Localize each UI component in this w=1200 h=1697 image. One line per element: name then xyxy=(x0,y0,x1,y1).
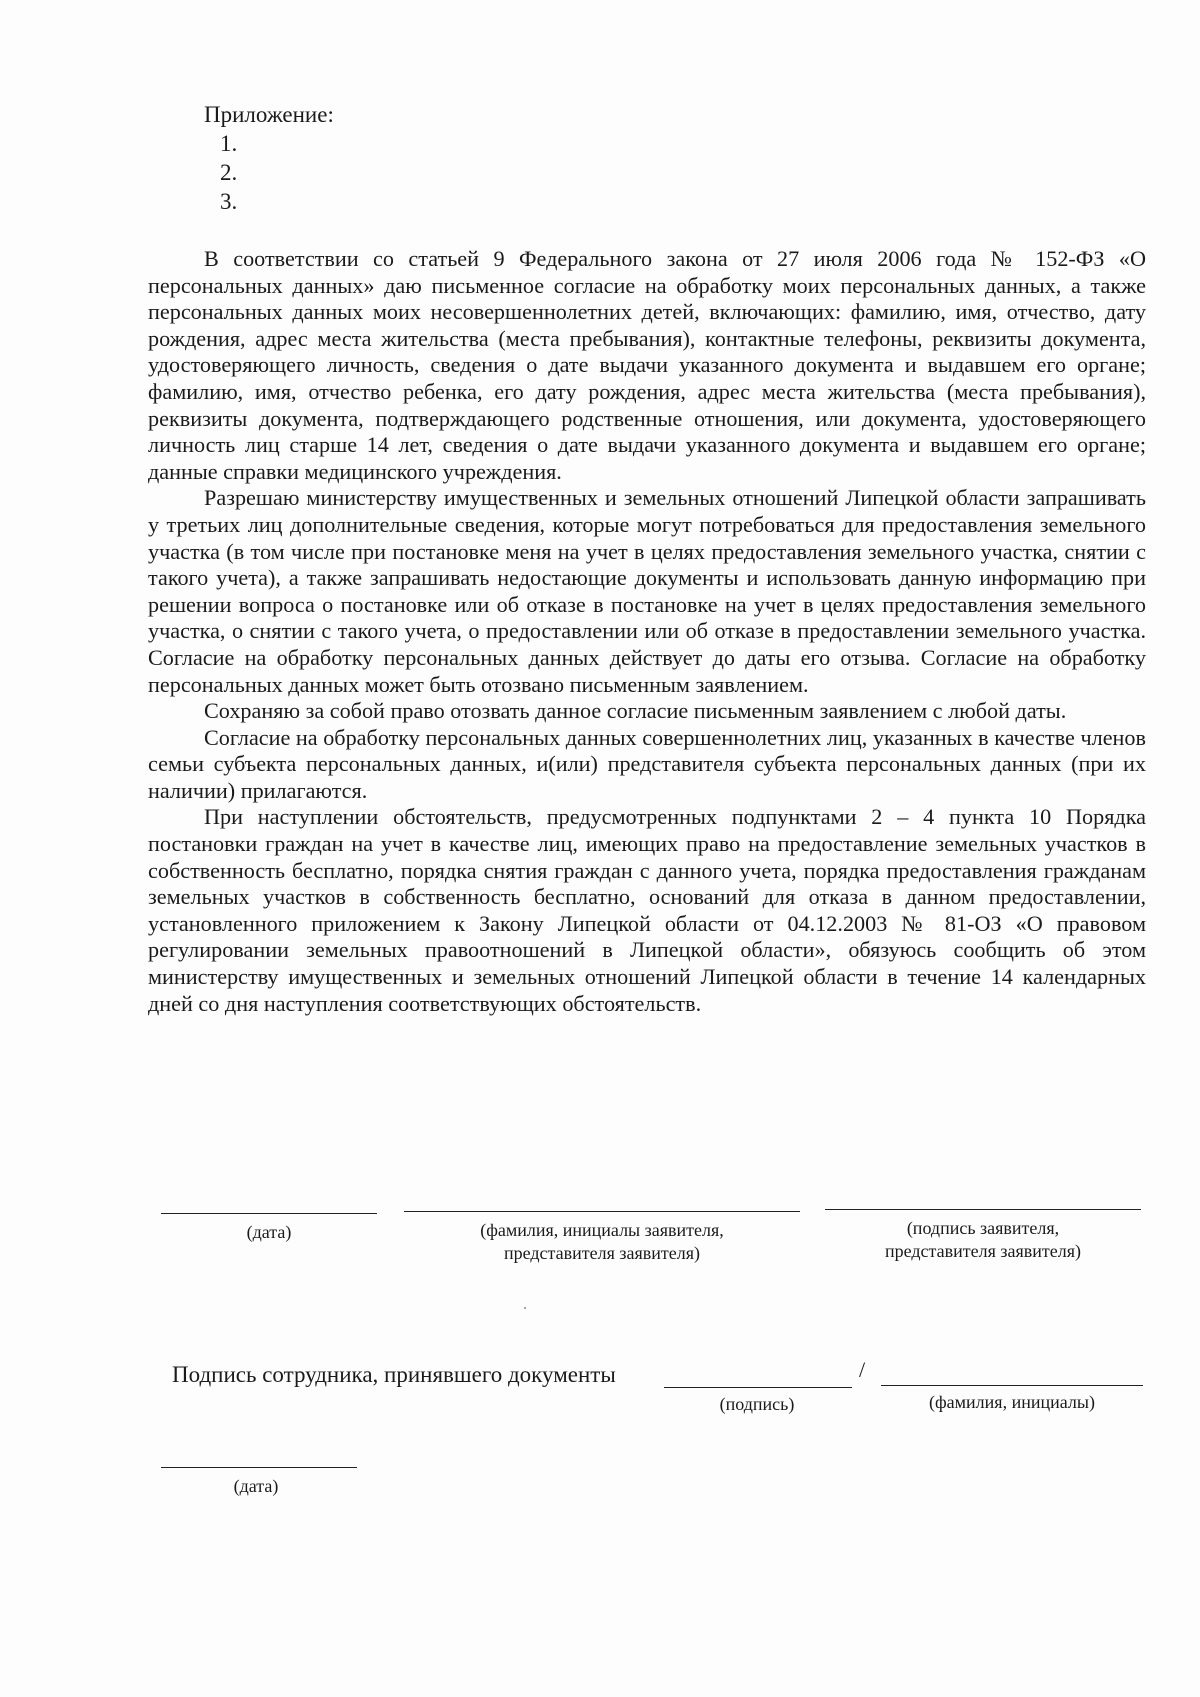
attachments-section xyxy=(204,100,334,216)
family-consent-paragraph: Согласие на обработку персональных данных совершеннолетних лиц, указанных в качестве членов семьи субъекта персональных данных, и(или) представителя субъекта персональных данных (при их наличии) прилагаются. xyxy=(148,724,1146,803)
staff-name-line xyxy=(881,1385,1143,1386)
applicant-signature-caption xyxy=(825,1217,1141,1263)
attachments-list xyxy=(204,129,334,216)
attachments-heading: Приложение: xyxy=(204,102,334,127)
applicant-name-caption xyxy=(404,1219,800,1265)
applicant-date-line xyxy=(161,1213,377,1214)
authorization-paragraph: Разрешаю министерству имущественных и земельных отношений Липецкой области запрашивать у третьих лиц дополнительные сведения, которые могут потребоваться для предоставления земельного участка (в том числе при постановке меня на учет в целях предоставления земельного участка, снятии с такого учета), а также запрашивать недостающие документы и использовать данную информацию при решении вопроса о постановке или об отказе в постановке на учет в целях предоставления земельного участка, о снятии с такого учета, о предоставлении или об отказе в предоставлении земельного участка. Согласие на обработку персональных данных действует до даты его отзыва. Согласие на обработку персональных данных может быть отозвано письменным заявлением. xyxy=(148,485,1146,697)
consent-paragraph: В соответствии со статьей 9 Федерального закона от 27 июля 2006 года № 152-ФЗ «О персональных данных» даю письменное согласие на обработку моих персональных данных, а также персональных данных моих несовершеннолетних детей, включающих: фамилию, имя, отчество, дату рождения, адрес места жительства (места пребывания), контактные телефоны, реквизиты документа, удостоверяющего личность, сведения о дате выдачи указанного документа и выдавшем его органе; фамилию, имя, отчество ребенка, его дату рождения, адрес места жительства (места пребывания), реквизиты документа, подтверждающего родственные отношения, или документа, удостоверяющего личность лиц старше 14 лет, сведения о дате выдачи указанного документа и выдавшем его органе; данные справки медицинского учреждения. xyxy=(148,246,1146,484)
attachment-item: 2. xyxy=(220,160,238,185)
staff-signature-line xyxy=(664,1387,852,1388)
staff-signature-label: Подпись сотрудника, принявшего документы xyxy=(172,1362,616,1387)
applicant-signature-caption-line2: представителя заявителя) xyxy=(885,1241,1081,1261)
staff-date-caption: (дата) xyxy=(233,1476,279,1496)
applicant-signature-caption-line1: (подпись заявителя, xyxy=(906,1218,1060,1238)
applicant-name-line xyxy=(404,1211,800,1212)
staff-date-line xyxy=(161,1467,357,1468)
applicant-date-caption: (дата) xyxy=(246,1222,292,1242)
withdrawal-right-paragraph: Сохраняю за собой право отозвать данное согласие письменным заявлением с любой даты. xyxy=(204,698,1067,724)
applicant-signature-line xyxy=(825,1209,1141,1210)
attachment-item: 3. xyxy=(220,189,238,214)
notification-obligation-paragraph: При наступлении обстоятельств, предусмотренных подпунктами 2 – 4 пункта 10 Порядка постановки граждан на учет в качестве лиц, имеющих право на предоставление земельных участков в собственность бесплатно, порядка снятия граждан с данного учета, порядка предоставления гражданам земельных участков в собственность бесплатно, оснований для отказа в данном предоставлении, установленного приложением к Закону Липецкой области от 04.12.2003 № 81-ОЗ «О правовом регулировании земельных правоотношений в Липецкой области», обязуюсь сообщить об этом министерству имущественных и земельных отношений Липецкой области в течение 14 календарных дней со дня наступления соответствующих обстоятельств. xyxy=(148,804,1146,1016)
staff-name-caption: (фамилия, инициалы) xyxy=(929,1392,1095,1412)
applicant-name-caption-line1: (фамилия, инициалы заявителя, xyxy=(480,1220,724,1240)
attachment-item: 1. xyxy=(220,131,238,156)
separator-slash: / xyxy=(859,1357,866,1382)
applicant-name-caption-line2: представителя заявителя) xyxy=(504,1243,700,1263)
staff-signature-caption: (подпись) xyxy=(719,1394,795,1414)
scan-speck xyxy=(524,1307,526,1309)
consent-text xyxy=(148,246,1146,1017)
